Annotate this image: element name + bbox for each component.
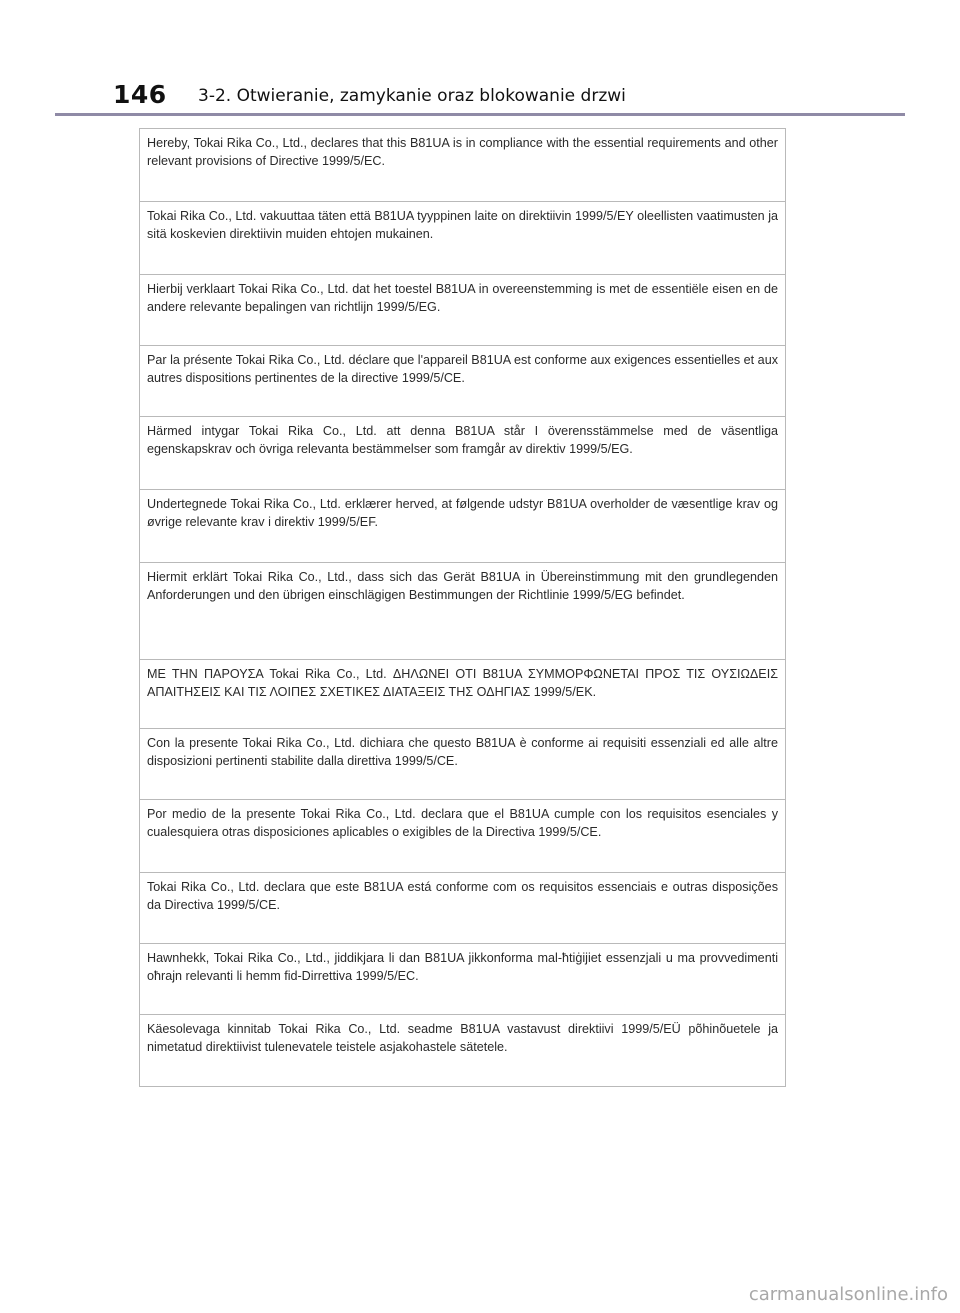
declarations-table [139,128,786,1087]
page-header [0,0,960,118]
declaration-estonian: Käesolevaga kinnitab Tokai Rika Co., Ltd. seadme B81UA vastavust direktiivi 1999/5/EÜ põhinõuetele ja nimetatud direktiivist tulenevatele teistele asjakohastele sätetele. [140,1014,785,1086]
declaration-danish: Undertegnede Tokai Rika Co., Ltd. erklærer herved, at følgende udstyr B81UA overholder de væsentlige krav og øvrige relevante krav i direktiv 1999/5/EF. [140,489,785,562]
declaration-english: Hereby, Tokai Rika Co., Ltd., declares that this B81UA is in compliance with the essential requirements and other relevant provisions of Directive 1999/5/EC. [140,128,785,201]
header-divider [55,113,905,116]
site-watermark: carmanualsonline.info [748,1284,948,1305]
declaration-greek: ΜΕ ΤΗΝ ΠΑΡΟΥΣΑ Tokai Rika Co., Ltd. ΔΗΛΩΝΕΙ ΟΤΙ B81UA ΣΥΜΜΟΡΦΩΝΕΤΑΙ ΠΡΟΣ ΤΙΣ ΟΥΣΙΩΔΕΙΣ ΑΠΑΙΤΗΣΕΙΣ ΚΑΙ ΤΙΣ ΛΟΙΠΕΣ ΣΧΕΤΙΚΕΣ ΔΙΑΤΑΞΕΙΣ ΤΗΣ ΟΔΗΓΙΑΣ 1999/5/ΕΚ. [140,659,785,728]
declaration-french: Par la présente Tokai Rika Co., Ltd. déclare que l'appareil B81UA est conforme aux exigences essentielles et aux autres dispositions pertinentes de la directive 1999/5/CE. [140,345,785,416]
declaration-dutch: Hierbij verklaart Tokai Rika Co., Ltd. dat het toestel B81UA in overeenstemming is met de essentiële eisen en de andere relevante bepalingen van richtlijn 1999/5/EG. [140,274,785,345]
page-number: 146 [113,80,167,109]
declaration-finnish: Tokai Rika Co., Ltd. vakuuttaa täten että B81UA tyyppinen laite on direktiivin 1999/5/EY oleellisten vaatimusten ja sitä koskevien direktiivin muiden ehtojen mukainen. [140,201,785,274]
section-title: 3-2. Otwieranie, zamykanie oraz blokowanie drzwi [198,86,626,106]
declaration-italian: Con la presente Tokai Rika Co., Ltd. dichiara che questo B81UA è conforme ai requisiti essenziali ed alle altre disposizioni pertinenti stabilite dalla direttiva 1999/5/CE. [140,728,785,799]
declaration-german: Hiermit erklärt Tokai Rika Co., Ltd., dass sich das Gerät B81UA in Übereinstimmung mit den grundlegenden Anforderungen und den übrigen einschlägigen Bestimmungen der Richtlinie 1999/5/EG befindet. [140,562,785,659]
declaration-swedish: Härmed intygar Tokai Rika Co., Ltd. att denna B81UA står I överensstämmelse med de väsentliga egenskapskrav och övriga relevanta bestämmelser som framgår av direktiv 1999/5/EG. [140,416,785,489]
declaration-maltese: Hawnhekk, Tokai Rika Co., Ltd., jiddikjara li dan B81UA jikkonforma mal-ħtiġijiet essenzjali u ma provvedimenti oħrajn relevanti li hemm fid-Dirrettiva 1999/5/EC. [140,943,785,1014]
declaration-spanish: Por medio de la presente Tokai Rika Co., Ltd. declara que el B81UA cumple con los requisitos esenciales y cualesquiera otras disposiciones aplicables o exigibles de la Directiva 1999/5/CE. [140,799,785,872]
declaration-portuguese: Tokai Rika Co., Ltd. declara que este B81UA está conforme com os requisitos essenciais e outras disposições da Directiva 1999/5/CE. [140,872,785,943]
